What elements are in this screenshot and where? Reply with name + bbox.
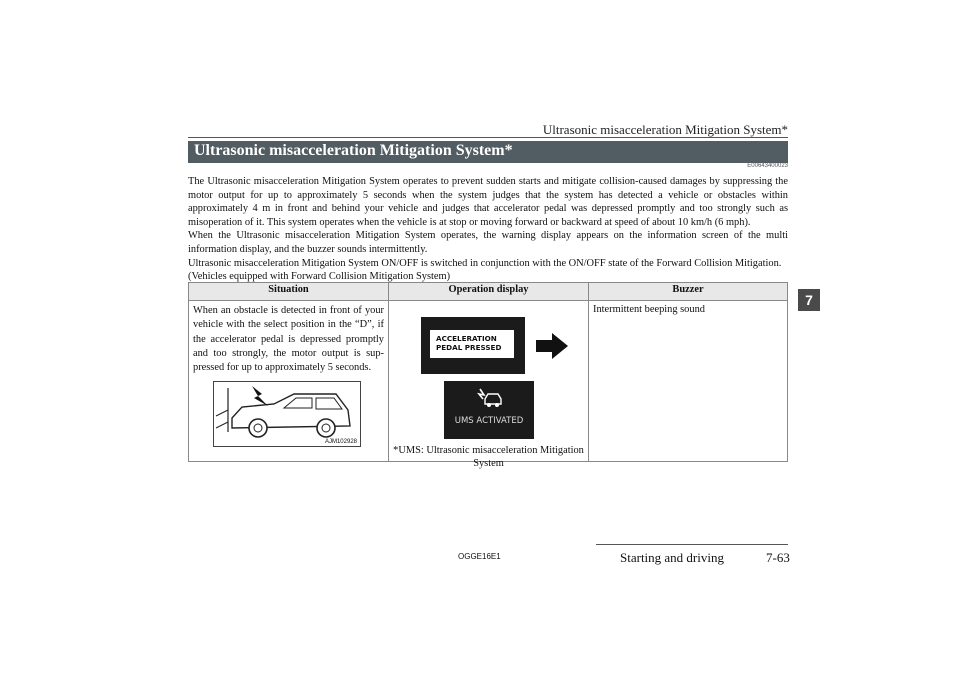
header-buzzer: Buzzer <box>589 283 788 301</box>
car-obstacle-icon <box>214 382 360 446</box>
display-ums-screen <box>444 381 534 439</box>
figure-code: AJM102928 <box>324 439 357 446</box>
warning-message-box <box>430 330 514 358</box>
section-ref-code: E00643400023 <box>747 163 788 169</box>
buzzer-text: Intermittent beeping sound <box>593 304 705 315</box>
ums-footnote <box>389 445 588 470</box>
buzzer-cell <box>589 301 788 462</box>
situation-cell <box>189 301 389 462</box>
section-title-bar <box>188 141 788 163</box>
section-title: Ultrasonic misacceleration Mitigation System* <box>194 142 513 159</box>
ums-footnote-line-2: System <box>473 457 504 469</box>
running-header: Ultrasonic misacceleration Mitigation System* <box>542 122 788 137</box>
ums-activated-text: UMS ACTIVATED <box>454 416 524 426</box>
table-row <box>189 301 788 462</box>
warning-line-2: PEDAL PRESSED <box>436 343 502 352</box>
body-text <box>188 175 788 284</box>
operation-table <box>188 282 788 469</box>
header-rule <box>188 137 788 138</box>
document-code: OGGE16E1 <box>458 552 501 561</box>
header-situation: Situation <box>189 283 389 301</box>
body-paragraph: (Vehicles equipped with Forward Collision Mitigation System) <box>188 271 451 283</box>
operation-display-cell <box>389 301 589 469</box>
body-paragraph: The Ultrasonic misacceleration Mitigation System operates to prevent sudden starts and mitigate collision-caused damages by suppressing the motor output for up to approximately 5 seconds when the system judges that the system has detected a vehicle or obstacles within approximately 4 m in front and behind your vehicle and judges that accelerator pedal was depressed promptly and too strongly such as misoperation of it. This system operates when the vehicle is at stop or moving forward or backward at speed of about 10 km/h (6 mph). <box>188 176 788 228</box>
car-illustration <box>213 381 361 447</box>
footer-section-name: Starting and driving <box>620 550 724 565</box>
header-operation-display: Operation display <box>389 283 589 301</box>
arrow-right-icon <box>534 331 570 361</box>
situation-text: When an obstacle is detected in front of your vehicle with the select position in the “D”, if the accelerator pedal is depressed promptly and too strongly, the motor output is sup-pressed for up to approximately 5 seconds. <box>193 305 384 374</box>
warning-line-1: ACCELERATION <box>436 334 497 343</box>
table-header-row <box>189 283 788 301</box>
display-warning-screen <box>421 317 525 374</box>
page-number: 7-63 <box>766 550 790 565</box>
ums-footnote-line-1: *UMS: Ultrasonic misacceleration Mitigation <box>393 445 584 456</box>
body-paragraph: When the Ultrasonic misacceleration Mitigation System operates, the warning display appears on the information screen of the multi information display, and the buzzer sounds intermittently. <box>188 230 788 255</box>
collision-warning-icon <box>476 387 502 409</box>
chapter-tab: 7 <box>798 289 820 311</box>
footer-rule <box>596 544 788 545</box>
body-paragraph: Ultrasonic misacceleration Mitigation System ON/OFF is switched in conjunction with the ON/OFF state of the Forward Collision Mitigation. <box>188 257 782 269</box>
